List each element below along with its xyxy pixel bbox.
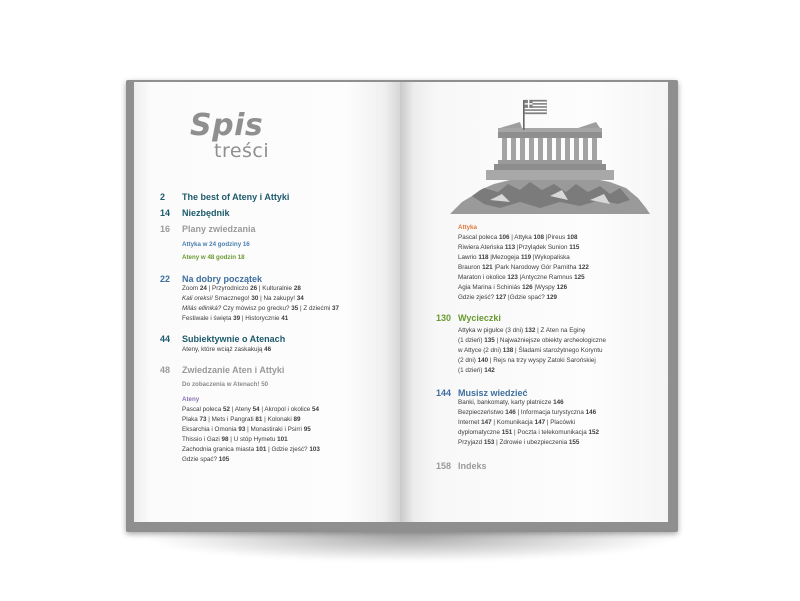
entry-title-plany[interactable]: Plany zwiedzania — [182, 224, 256, 234]
toc-line: Riwiera Ateńska 113 |Przylądek Sunion 115 — [458, 244, 580, 251]
entry-number: 22 — [160, 274, 171, 284]
toc-line: Zoom 24 | Przyrodniczo 26 | Kulturalnie 28 — [182, 285, 301, 292]
entry-title-zwiedzanie[interactable]: Zwiedzanie Aten i Attyki — [182, 365, 285, 375]
entry-title-best-of[interactable]: The best of Ateny i Attyki — [182, 192, 290, 202]
entry-title-dobry-poczatek[interactable]: Na dobry początek — [182, 274, 263, 284]
toc-line: Gdzie zjeść? 127 |Gdzie spać? 129 — [458, 294, 557, 301]
toc-line: Eksarchia i Omonia 93 | Monastiraki i Psirri 95 — [182, 426, 311, 433]
toc-line: Gdzie spać? 105 — [182, 456, 230, 463]
entry-number: 158 — [436, 461, 452, 471]
toc-line: (1 dzień) 142 — [458, 367, 495, 374]
toc-line: Brauron 121 |Park Narodowy Gór Parnitha 122 — [458, 264, 589, 271]
toc-line: Thissio i Gazi 98 | U stóp Hymetu 101 — [182, 436, 288, 443]
subentry-attyka-24[interactable]: Attyka w 24 godziny 16 — [182, 241, 250, 248]
toc-line: Festiwale i święta 39 | Historycznie 41 — [182, 315, 289, 322]
entry-title-indeks[interactable]: Indeks — [458, 461, 487, 471]
toc-line: (2 dni) 140 | Rejs na trzy wyspy Zatoki Sarońskiej — [458, 357, 596, 364]
toc-line: Milás elliniká? Czy mówisz po grecku? 35 | Z dziećmi 37 — [182, 305, 340, 312]
toc-line: Bezpieczeństwo 146 | Informacja turystyczna 146 — [458, 409, 597, 416]
entry-title-subiektywnie[interactable]: Subiektywnie o Atenach — [182, 334, 286, 344]
toc-line: (1 dzień) 135 | Najważniejsze obiekty archeologiczne — [458, 337, 606, 344]
entry-title-niezbednik[interactable]: Niezbędnik — [182, 208, 230, 218]
entry-number: 14 — [160, 208, 171, 218]
entry-number: 16 — [160, 224, 171, 234]
section-label-attyka: Attyka — [458, 224, 477, 231]
toc-line: Zachodnia granica miasta 101 | Gdzie zjeść? 103 — [182, 446, 320, 453]
entry-title-musisz-wiedziec[interactable]: Musisz wiedzieć — [458, 388, 528, 398]
toc-line: Attyka w pigułce (3 dni) 132 | Z Aten na Eginę — [458, 327, 586, 334]
entry-number: 144 — [436, 388, 452, 398]
section-label-ateny: Ateny — [182, 396, 200, 403]
toc-line: dyplomatyczne 151 | Poczta i telekomunikacja 152 — [458, 429, 599, 436]
toc-line: Lawrio 118 |Mezogeja 119 |Wykopaliska — [458, 254, 570, 261]
toc-line: w Attyce (2 dni) 138 | Śladami starożytnego Koryntu — [458, 347, 603, 354]
toc-line: Ateny, które wciąż zaskakują 46 — [182, 346, 272, 353]
entry-title-wycieczki[interactable]: Wycieczki — [458, 313, 501, 323]
toc-line: Banki, bankomaty, karty płatnicze 146 — [458, 399, 564, 406]
toc-line: Przyjazd 153 | Zdrowie i ubezpieczenia 155 — [458, 439, 580, 446]
toc-line: Internet 147 | Komunikacja 147 | Placówki — [458, 419, 576, 426]
toc-line: Pascal poleca 106 | Attyka 108 |Pireus 108 — [458, 234, 578, 241]
toc-line: Pascal poleca 52 | Ateny 54 | Akropol i okolice 54 — [182, 406, 320, 413]
entry-number: 48 — [160, 365, 171, 375]
entry-number: 2 — [160, 192, 166, 202]
subentry-ateny-48[interactable]: Ateny w 48 godzin 18 — [182, 254, 245, 261]
entry-number: 44 — [160, 334, 171, 344]
toc-line: Kali oreksi! Smacznego! 30 | Na zakupy! 34 — [182, 295, 304, 302]
toc-title-spis: Spis — [190, 108, 264, 143]
greek-flag-icon — [522, 98, 552, 130]
toc-line: Agia Marina i Schiniás 126 |Wyspy 126 — [458, 284, 568, 291]
toc-title-tresci: treści — [214, 140, 270, 162]
subentry-do-zobaczenia[interactable]: Do zobaczenia w Atenach! 50 — [182, 381, 269, 388]
toc-line: Plaka 73 | Mets i Pangrati 81 | Kolonaki 89 — [182, 416, 301, 423]
entry-number: 130 — [436, 313, 452, 323]
toc-line: Maraton i okolice 123 |Antyczne Ramnus 125 — [458, 274, 585, 281]
